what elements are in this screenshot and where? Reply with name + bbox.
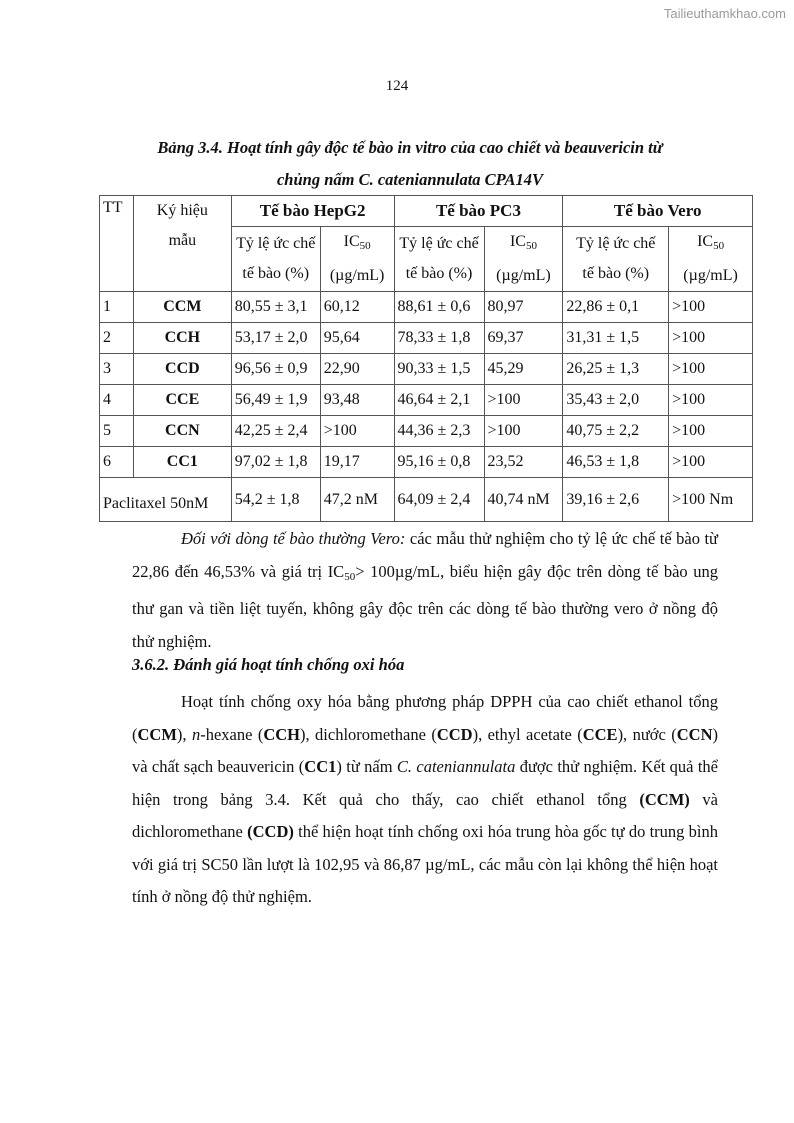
cell-vero-pct: 39,16 ± 2,6 xyxy=(563,478,669,522)
cell-pc3-pct: 90,33 ± 1,5 xyxy=(394,354,484,385)
caption-line-2: chủng nấm C. cateniannulata CPA14V xyxy=(276,170,544,189)
header-sample-code xyxy=(133,196,231,292)
ic50-unit: (µg/mL) xyxy=(496,267,551,284)
cell-vero-pct: 26,25 ± 1,3 xyxy=(563,354,669,385)
cell-pc3-ic: 80,97 xyxy=(484,292,563,323)
table-header-row-1 xyxy=(100,196,753,227)
cell-tt: 4 xyxy=(100,385,134,416)
watermark: Tailieuthamkhao.com xyxy=(663,6,786,21)
ratio-line-2: tế bào (%) xyxy=(405,265,473,282)
cell-pc3-pct: 64,09 ± 2,4 xyxy=(394,478,484,522)
cell-vero-pct: 22,86 ± 0,1 xyxy=(563,292,669,323)
cell-tt: 1 xyxy=(100,292,134,323)
paragraph-antioxidant: Hoạt tính chống oxy hóa bằng phương pháp DPPH của cao chiết ethanol tổng (CCM), n-hexane (CCH), dichloromethane (CCD), ethyl acetate (CCE), nước (CCN) và chất sạch beauvericin (CC1) từ nấm C. cateniannulata được thử nghiệm. Kết quả thể hiện trong bảng 3.4. Kết quả cho thấy, cao chiết ethanol tổng (CCM) và dichloromethane (CCD) thể hiện hoạt tính chống oxi hóa trung hòa gốc tự do trung bình với giá trị SC50 lần lượt là 102,95 và 86,87 µg/mL, các mẫu còn lại không thể hiện hoạt tính ở nồng độ thử nghiệm. xyxy=(132,692,718,906)
cell-pc3-pct: 95,16 ± 0,8 xyxy=(394,447,484,478)
ratio-line-2: tế bào (%) xyxy=(242,265,310,282)
cell-hepg2-pct: 54,2 ± 1,8 xyxy=(231,478,320,522)
cell-hepg2-pct: 56,49 ± 1,9 xyxy=(231,385,320,416)
header-hepg2-ratio xyxy=(231,227,320,292)
ic50-inline: $IC_{50}$ xyxy=(327,561,356,583)
cell-pc3-ic: >100 xyxy=(484,385,563,416)
table-row xyxy=(100,292,753,323)
cell-hepg2-pct: 42,25 ± 2,4 xyxy=(231,416,320,447)
cell-hepg2-pct: 96,56 ± 0,9 xyxy=(231,354,320,385)
table-row-control xyxy=(100,478,753,522)
paragraph-vero-lead: Đối với dòng tế bào thường Vero: xyxy=(181,529,406,548)
ratio-line-1: Tỷ lệ ức chế xyxy=(399,235,479,252)
table-row xyxy=(100,447,753,478)
cell-vero-ic: >100 xyxy=(669,323,753,354)
header-hepg2: Tế bào HepG2 xyxy=(231,196,394,227)
cell-code: CCM xyxy=(133,292,231,323)
cell-vero-pct: 40,75 ± 2,2 xyxy=(563,416,669,447)
table-row xyxy=(100,416,753,447)
cell-vero-ic: >100 xyxy=(669,354,753,385)
cell-pc3-pct: 46,64 ± 2,1 xyxy=(394,385,484,416)
header-sample-code-line-1: Ký hiệu xyxy=(156,202,208,219)
header-vero: Tế bào Vero xyxy=(563,196,753,227)
cell-pc3-ic: 23,52 xyxy=(484,447,563,478)
paragraph-vero: Đối với dòng tế bào thường Vero: các mẫu thử nghiệm cho tỷ lệ ức chế tế bào từ 22,86 đến 46,53% và giá trị $IC_{50}> 100\mu g/mL$, biểu hiện gây độc trên dòng tế bào ung thư gan và tiền liệt tuyến, không gây độc trên các dòng tế bào thường vero ở nồng độ thử nghiệm. xyxy=(132,529,719,651)
cell-hepg2-ic: >100 xyxy=(320,416,394,447)
cell-code: CCD xyxy=(133,354,231,385)
cell-pc3-pct: 78,33 ± 1,8 xyxy=(394,323,484,354)
cell-vero-pct: 35,43 ± 2,0 xyxy=(563,385,669,416)
header-sample-code-line-2: mẫu xyxy=(168,232,197,249)
cell-tt: 6 xyxy=(100,447,134,478)
cell-vero-pct: 31,31 ± 1,5 xyxy=(563,323,669,354)
page-number: 124 xyxy=(385,78,409,94)
cell-vero-ic: >100 xyxy=(669,385,753,416)
caption-line-1: Bảng 3.4. Hoạt tính gây độc tế bào in vitro của cao chiết và beauvericin từ xyxy=(157,138,663,157)
cell-hepg2-pct: 97,02 ± 1,8 xyxy=(231,447,320,478)
cell-hepg2-ic: 19,17 xyxy=(320,447,394,478)
table-row xyxy=(100,323,753,354)
header-tt: TT xyxy=(100,196,134,292)
header-vero-ic50 xyxy=(669,227,753,292)
ratio-line-1: Tỷ lệ ức chế xyxy=(576,235,656,252)
header-pc3: Tế bào PC3 xyxy=(394,196,563,227)
cell-pc3-pct: 88,61 ± 0,6 xyxy=(394,292,484,323)
cell-pc3-ic: 45,29 xyxy=(484,354,563,385)
cell-code: CCE xyxy=(133,385,231,416)
header-pc3-ic50 xyxy=(484,227,563,292)
cell-vero-ic: >100 xyxy=(669,416,753,447)
cell-pc3-ic: 69,37 xyxy=(484,323,563,354)
cell-pc3-ic: 40,74 nM xyxy=(484,478,563,522)
cell-code: CCN xyxy=(133,416,231,447)
cell-pc3-ic: >100 xyxy=(484,416,563,447)
header-hepg2-ic50 xyxy=(320,227,394,292)
ic50-unit: (µg/mL) xyxy=(329,267,385,284)
ic50-label: $IC_{50}$ xyxy=(697,233,725,252)
cell-control-label: Paclitaxel 50nM xyxy=(100,478,232,522)
cell-vero-ic: >100 Nm xyxy=(669,478,753,522)
cell-code: CCH xyxy=(133,323,231,354)
cell-hepg2-ic: 95,64 xyxy=(320,323,394,354)
cell-vero-pct: 46,53 ± 1,8 xyxy=(563,447,669,478)
header-pc3-ratio xyxy=(394,227,484,292)
ic50-label: $IC_{50}$ xyxy=(343,233,371,252)
cell-code: CC1 xyxy=(133,447,231,478)
ic50-unit: (µg/mL) xyxy=(683,267,738,284)
cytotoxicity-table xyxy=(99,195,753,522)
ic50-label: $IC_{50}$ xyxy=(509,233,537,252)
cell-tt: 2 xyxy=(100,323,134,354)
cell-tt: 5 xyxy=(100,416,134,447)
cell-hepg2-ic: 60,12 xyxy=(320,292,394,323)
table-caption xyxy=(110,132,710,196)
cell-hepg2-ic: 22,90 xyxy=(320,354,394,385)
header-vero-ratio xyxy=(563,227,669,292)
section-heading: 3.6.2. Đánh giá hoạt tính chống oxi hóa xyxy=(132,655,405,674)
cell-vero-ic: >100 xyxy=(669,292,753,323)
table-row xyxy=(100,354,753,385)
ratio-line-1: Tỷ lệ ức chế xyxy=(236,235,316,252)
cell-hepg2-pct: 80,55 ± 3,1 xyxy=(231,292,320,323)
cell-hepg2-ic: 47,2 nM xyxy=(320,478,394,522)
cell-hepg2-pct: 53,17 ± 2,0 xyxy=(231,323,320,354)
table-row xyxy=(100,385,753,416)
cell-hepg2-ic: 93,48 xyxy=(320,385,394,416)
cell-tt: 3 xyxy=(100,354,134,385)
ratio-line-2: tế bào (%) xyxy=(582,265,650,282)
cell-pc3-pct: 44,36 ± 2,3 xyxy=(394,416,484,447)
cell-vero-ic: >100 xyxy=(669,447,753,478)
